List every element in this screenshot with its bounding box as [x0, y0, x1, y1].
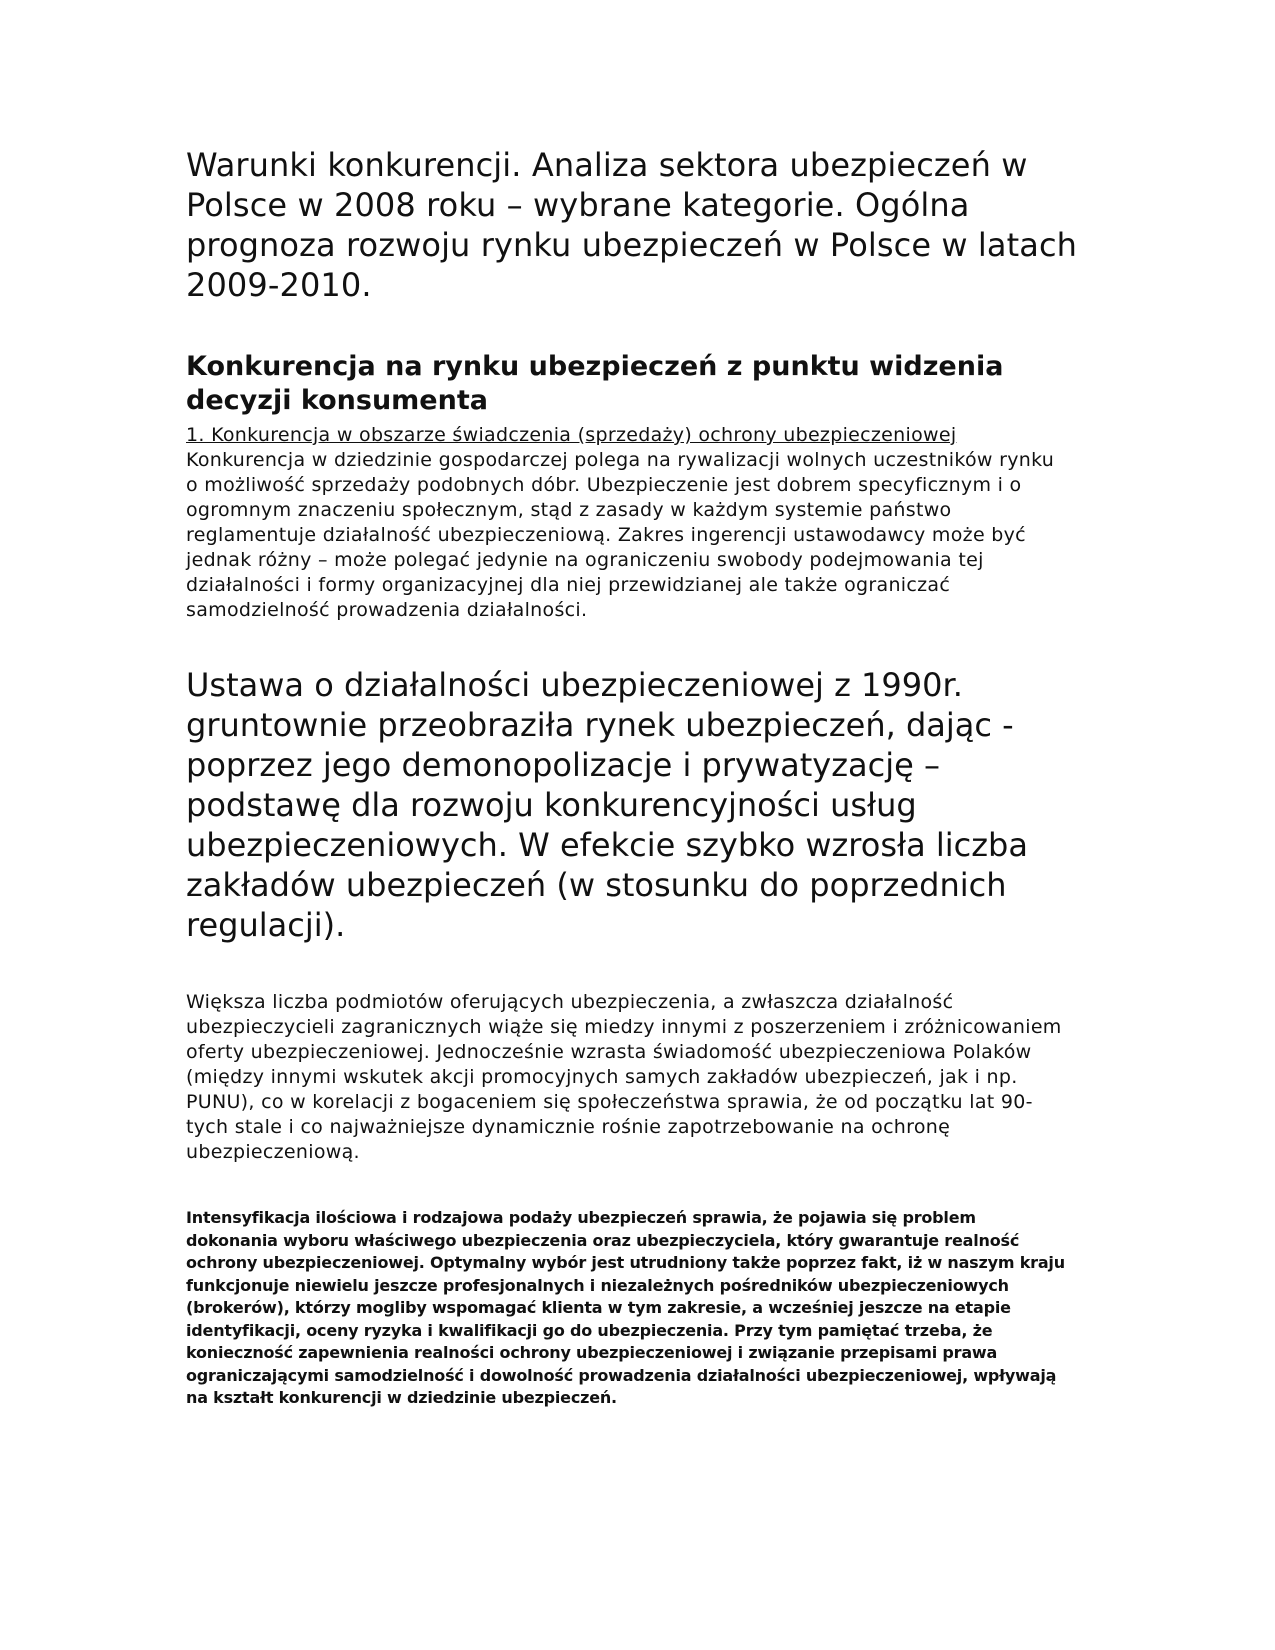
paragraph-line: reglamentuje działalność ubezpieczeniową. Zakres ingerencji ustawodawcy może być: [186, 524, 1026, 546]
paragraph-line: ochrony ubezpieczeniowej. Optymalny wybór jest utrudniony także poprzez fakt, iż w naszym kraju: [186, 1253, 1065, 1272]
paragraph-line: podstawę dla rozwoju konkurencyjności usług: [186, 786, 917, 824]
paragraph-line: ograniczającymi samodzielność i dowolność prowadzenia działalności ubezpieczeniowej, wpływają: [186, 1365, 1057, 1385]
paragraph-line: dokonania wyboru właściwego ubezpieczenia oraz ubezpieczyciela, który gwarantuje realność: [186, 1230, 1020, 1250]
paragraph-line: (między innymi wskutek akcji promocyjnych samych zakładów ubezpieczeń, jak i np.: [186, 1066, 1018, 1088]
paragraph-line: gruntownie przeobraziła rynek ubezpieczeń, dając -: [186, 706, 1014, 744]
paragraph-competition-definition: [186, 448, 1091, 623]
paragraph-line: oferty ubezpieczeniowej. Jednocześnie wzrasta świadomość ubezpieczeniowa Polaków: [186, 1041, 1032, 1063]
paragraph-line: zakładów ubezpieczeń (w stosunku do poprzednich: [186, 866, 1007, 904]
paragraph-line: ogromnym znaczeniu społecznym, stąd z zasady w każdym systemie państwo: [186, 499, 952, 521]
paragraph-line: jednak różny – może polegać jedynie na ograniczeniu swobody podejmowania tej: [186, 549, 984, 571]
title-line: 2009-2010.: [186, 266, 372, 304]
paragraph-line: Ustawa o działalności ubezpieczeniowej z 1990r.: [186, 666, 963, 704]
paragraph-line: działalności i formy organizacyjnej dla niej przewidzianej ale także ograniczać: [186, 574, 951, 596]
paragraph-line: identyfikacji, oceny ryzyka i kwalifikacji go do ubezpieczenia. Przy tym pamiętać trzeba, że: [186, 1320, 993, 1340]
section-heading-line: decyzji konsumenta: [186, 385, 488, 416]
subheading-underlined: 1. Konkurencja w obszarze świadczenia (sprzedaży) ochrony ubezpieczeniowej: [186, 424, 957, 446]
paragraph-line: ubezpieczeniowych. W efekcie szybko wzrosła liczba: [186, 826, 1028, 864]
title-line: Polsce w 2008 roku – wybrane kategorie. Ogólna: [186, 186, 970, 224]
section-heading-line: Konkurencja na rynku ubezpieczeń z punktu widzenia: [186, 351, 1004, 382]
paragraph-line: Większa liczba podmiotów oferujących ubezpieczenia, a zwłaszcza działalność: [186, 991, 954, 1013]
paragraph-line: funkcjonuje niewielu jeszcze profesjonalnych i niezależnych pośredników ubezpieczeniowych: [186, 1275, 1009, 1295]
paragraph-line: samodzielność prowadzenia działalności.: [186, 599, 588, 621]
paragraph-line: ubezpieczeniową.: [186, 1141, 360, 1163]
title-line: prognoza rozwoju rynku ubezpieczeń w Polsce w latach: [186, 226, 1078, 264]
paragraph-line: Intensyfikacja ilościowa i rodzajowa podaży ubezpieczeń sprawia, że pojawia się problem: [186, 1208, 976, 1227]
paragraph-line: Konkurencja w dziedzinie gospodarczej polega na rywalizacji wolnych uczestników rynku: [186, 449, 1055, 471]
paragraph-insurers-offer: [186, 990, 1091, 1165]
paragraph-line: o możliwość sprzedaży podobnych dóbr. Ubezpieczenie jest dobrem specyficznym i o: [186, 474, 1022, 496]
title-line: Warunki konkurencji. Analiza sektora ubezpieczeń w: [186, 146, 1028, 184]
section-heading: [186, 350, 1086, 418]
paragraph-line: ubezpieczycieli zagranicznych wiąże się miedzy innymi z poszerzeniem i zróżnicowaniem: [186, 1016, 1062, 1038]
paragraph-choice-problem: [186, 1207, 1136, 1410]
paragraph-line: (brokerów), którzy mogliby wspomagać klienta w tym zakresie, a wcześniej jeszcze na etapie: [186, 1298, 1011, 1317]
paragraph-line: tych stale i co najważniejsze dynamicznie rośnie zapotrzebowanie na ochronę: [186, 1116, 951, 1138]
paragraph-line: PUNU), co w korelacji z bogaceniem się społeczeństwa sprawia, że od początku lat 90-: [186, 1091, 1033, 1113]
paragraph-act-1990: [186, 665, 1066, 945]
paragraph-line: regulacji).: [186, 906, 346, 944]
paragraph-line: poprzez jego demonopolizacje i prywatyzację –: [186, 746, 940, 784]
document-title: [186, 145, 1126, 305]
paragraph-line: na kształt konkurencji w dziedzinie ubezpieczeń.: [186, 1388, 617, 1407]
paragraph-line: konieczność zapewnienia realności ochrony ubezpieczeniowej i związanie przepisami prawa: [186, 1343, 998, 1362]
